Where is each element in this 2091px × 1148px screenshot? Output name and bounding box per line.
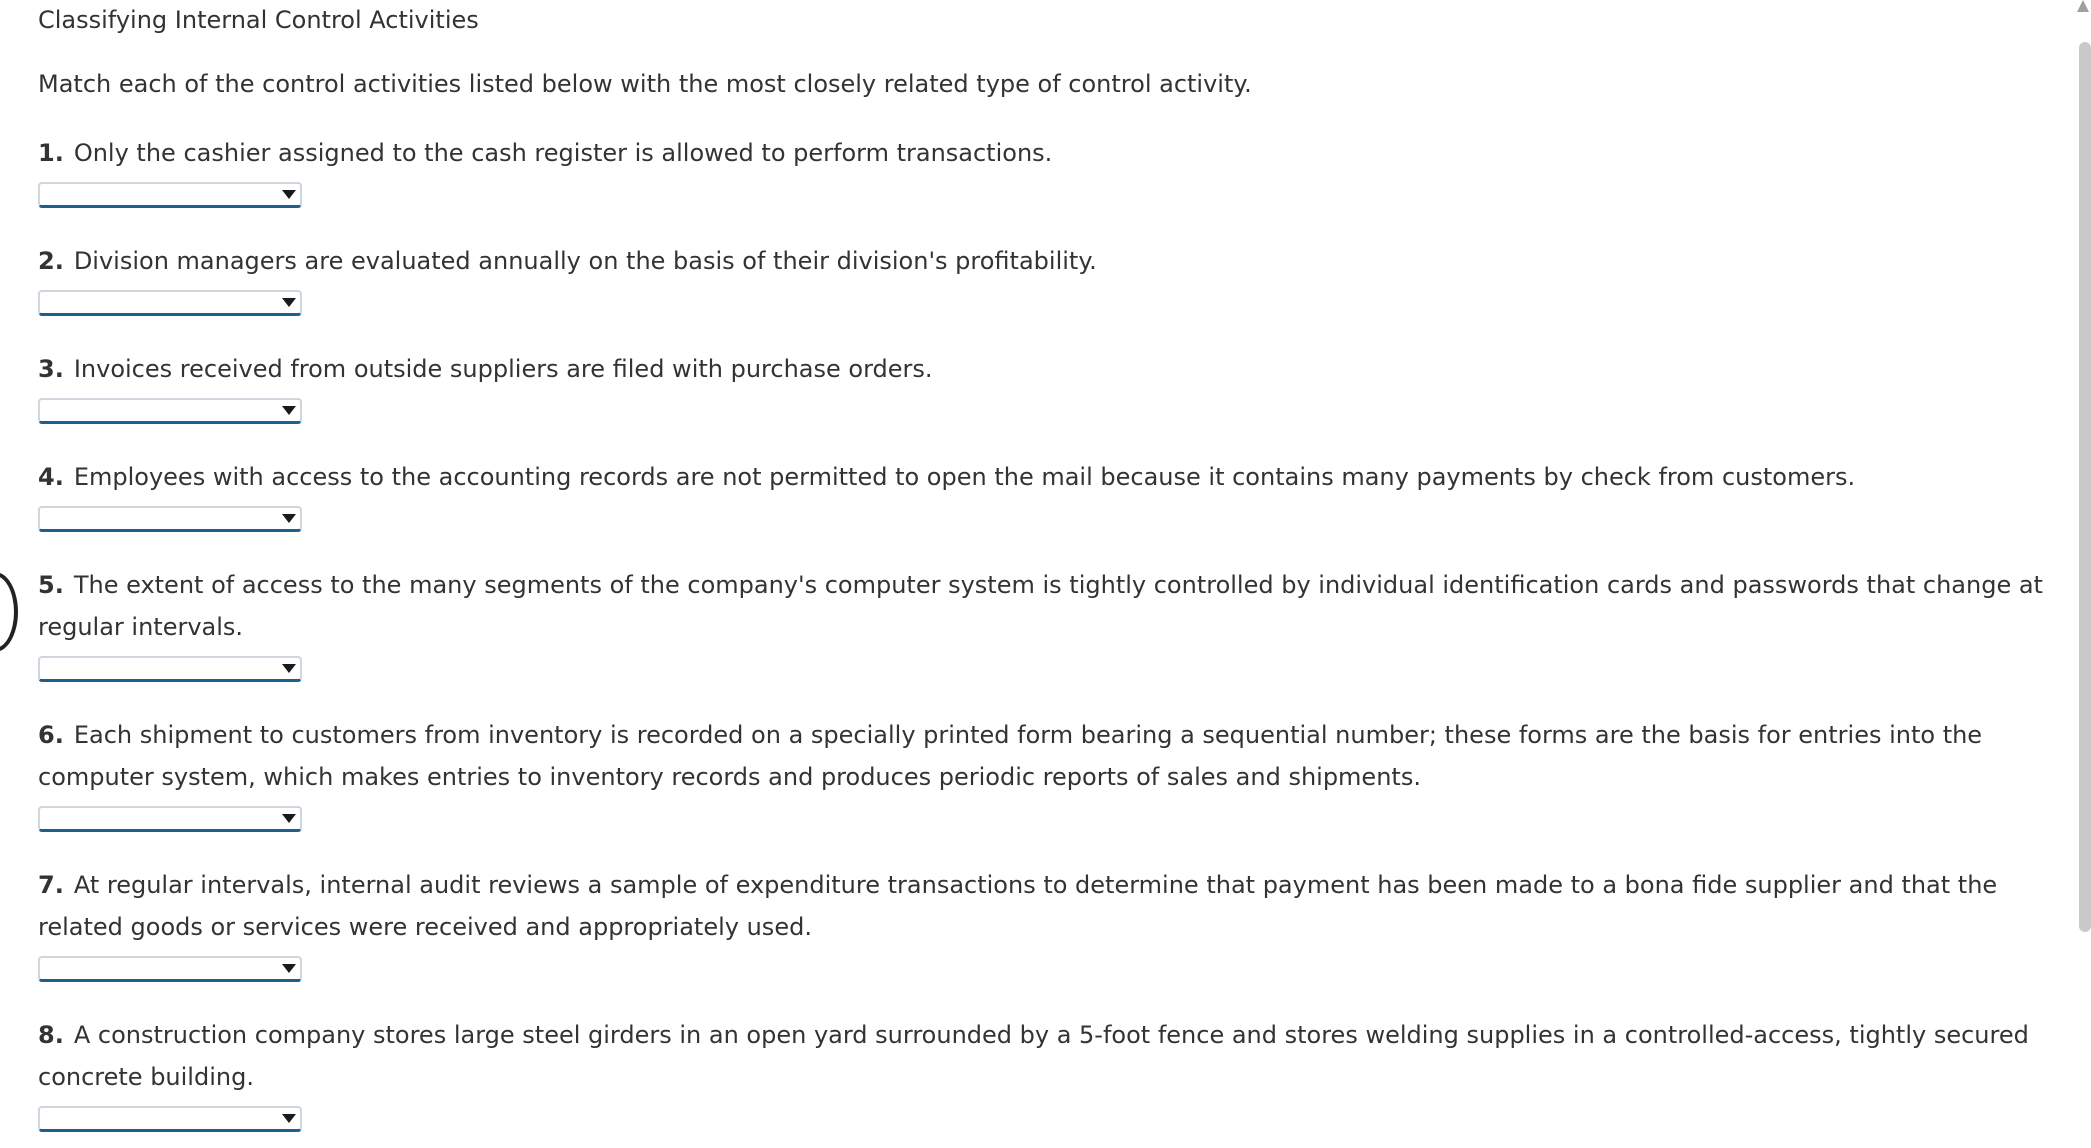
answer-dropdown-2[interactable] (38, 290, 302, 316)
question-statement: Invoices received from outside suppliers are filed with purchase orders. (73, 355, 933, 383)
question-7 (38, 864, 2058, 982)
chevron-down-icon (282, 814, 296, 823)
answer-dropdown-8[interactable] (38, 1106, 302, 1132)
question-number: 6. (38, 721, 64, 749)
chevron-down-icon (282, 298, 296, 307)
question-3 (38, 348, 2058, 424)
question-statement: Division managers are evaluated annually on the basis of their division's profitability. (73, 247, 1097, 275)
question-text (38, 348, 2058, 390)
page-title: Classifying Internal Control Activities (38, 6, 479, 34)
question-text (38, 456, 2058, 498)
question-number: 5. (38, 571, 64, 599)
question-text (38, 564, 2058, 648)
question-statement: A construction company stores large steel girders in an open yard surrounded by a 5-foot fence and stores welding supplies in a controlled-access, tightly secured concrete building. (38, 1021, 2029, 1091)
partial-circle-decoration (0, 572, 18, 652)
answer-dropdown-1[interactable] (38, 182, 302, 208)
question-number: 2. (38, 247, 64, 275)
question-4 (38, 456, 2058, 532)
chevron-down-icon (282, 514, 296, 523)
question-text (38, 714, 2058, 798)
question-statement: The extent of access to the many segments of the company's computer system is tightly controlled by individual identification cards and passwords that change at regular intervals. (38, 571, 2043, 641)
chevron-down-icon (282, 964, 296, 973)
chevron-down-icon (282, 406, 296, 415)
question-statement: At regular intervals, internal audit reviews a sample of expenditure transactions to determine that payment has been made to a bona fide supplier and that the related goods or services were received and appropriately used. (38, 871, 1998, 941)
question-page (38, 0, 2058, 1132)
question-6 (38, 714, 2058, 832)
answer-dropdown-3[interactable] (38, 398, 302, 424)
question-8 (38, 1014, 2058, 1132)
vertical-scrollbar[interactable] (2077, 0, 2091, 1148)
question-statement: Only the cashier assigned to the cash register is allowed to perform transactions. (73, 139, 1053, 167)
question-number: 4. (38, 463, 64, 491)
question-text (38, 240, 2058, 282)
question-text (38, 1014, 2058, 1098)
answer-dropdown-6[interactable] (38, 806, 302, 832)
answer-dropdown-7[interactable] (38, 956, 302, 982)
scroll-up-arrow-icon[interactable] (2077, 0, 2089, 12)
question-number: 8. (38, 1021, 64, 1049)
scrollbar-thumb[interactable] (2079, 42, 2091, 932)
answer-dropdown-5[interactable] (38, 656, 302, 682)
question-text (38, 132, 2058, 174)
question-number: 3. (38, 355, 64, 383)
answer-dropdown-4[interactable] (38, 506, 302, 532)
chevron-down-icon (282, 664, 296, 673)
question-text (38, 864, 2058, 948)
chevron-down-icon (282, 190, 296, 199)
instructions-text: Match each of the control activities listed below with the most closely related type of control activity. (38, 70, 1252, 98)
question-statement: Employees with access to the accounting records are not permitted to open the mail because it contains many payments by check from customers. (73, 463, 1856, 491)
question-statement: Each shipment to customers from inventory is recorded on a specially printed form bearing a sequential number; these forms are the basis for entries into the computer system, which makes entries to inventory records and produces periodic reports of sales and shipments. (38, 721, 1983, 791)
question-number: 1. (38, 139, 64, 167)
question-number: 7. (38, 871, 64, 899)
question-5 (38, 564, 2058, 682)
chevron-down-icon (282, 1114, 296, 1123)
question-1 (38, 132, 2058, 208)
question-2 (38, 240, 2058, 316)
